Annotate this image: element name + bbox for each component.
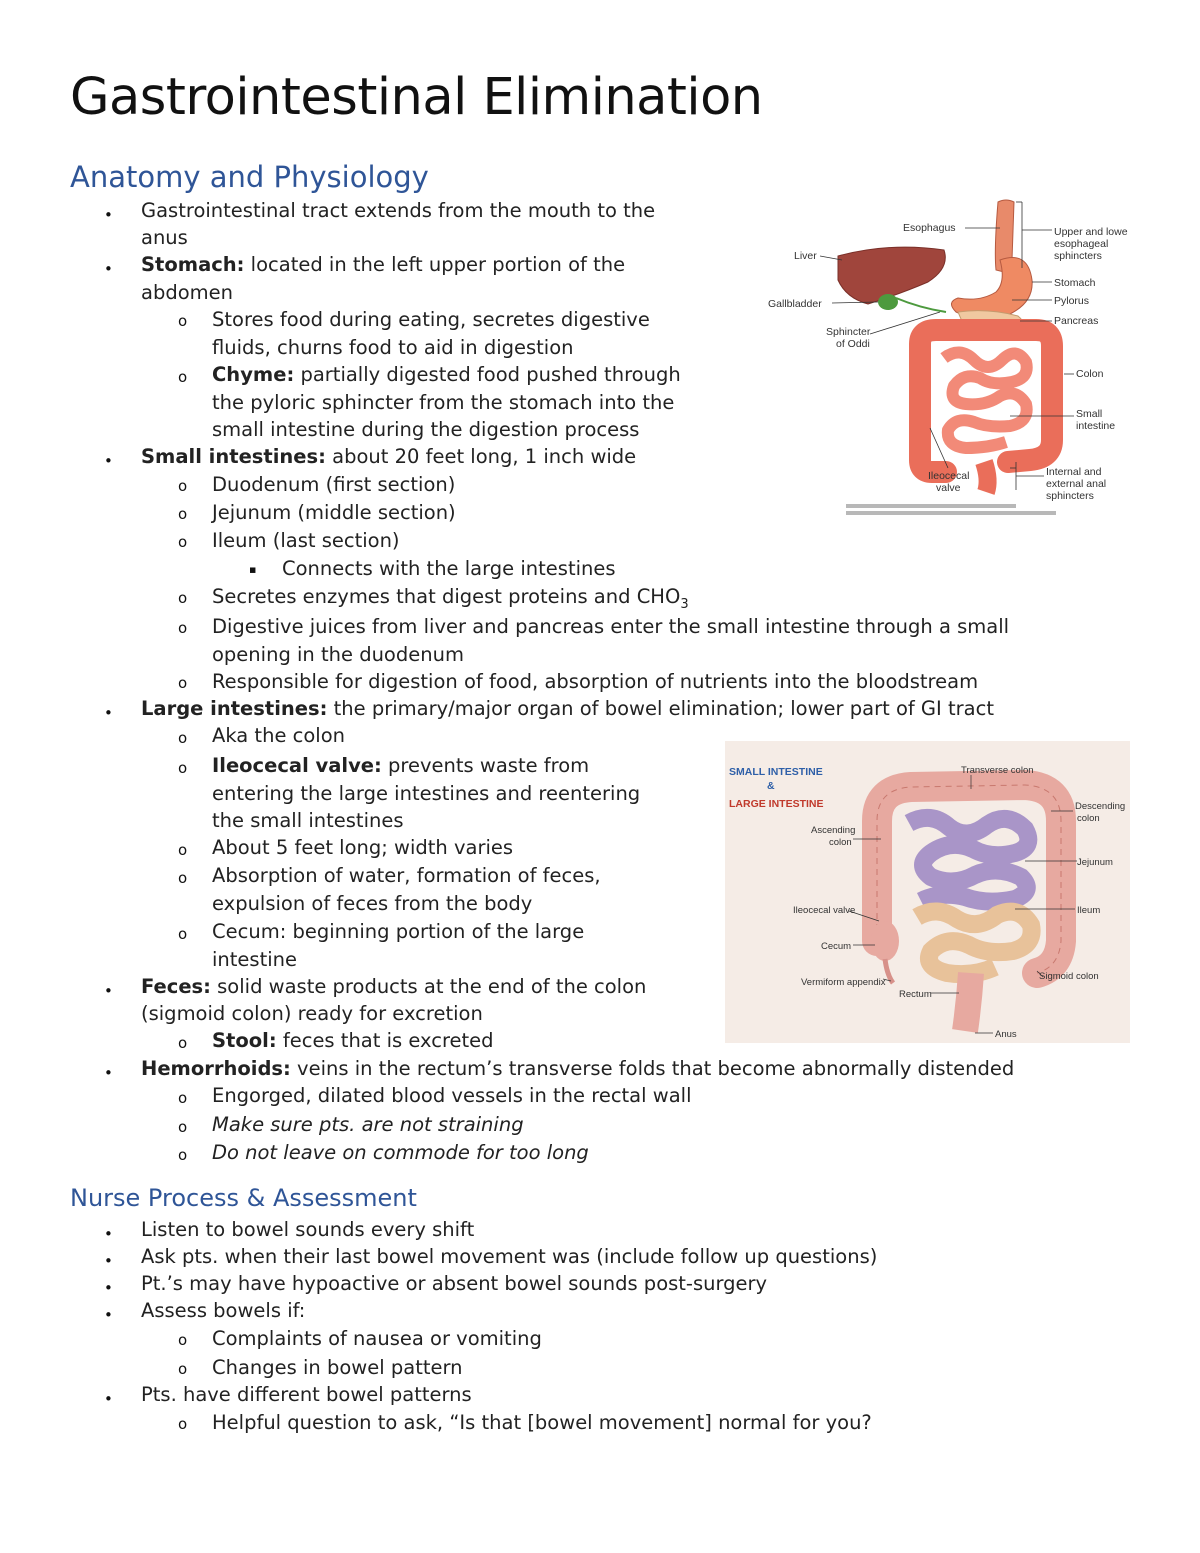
label-cecum: Cecum [821, 941, 852, 952]
term-stomach: Stomach: [141, 253, 245, 276]
label-stomach: Stomach [1054, 277, 1096, 289]
circle-marker: o [178, 1415, 188, 1433]
label-small-intestine: intestine [1076, 420, 1116, 432]
intestines-figure [725, 741, 1130, 1043]
list-item: Complaints of nausea or vomiting [212, 1327, 542, 1350]
list-item-continued: the small intestines [212, 809, 404, 832]
figure-title: LARGE INTESTINE [729, 798, 824, 810]
circle-marker: o [178, 1034, 188, 1052]
item-text: feces that is excreted [276, 1029, 494, 1052]
section-heading-nurse-process: Nurse Process & Assessment [70, 1184, 417, 1212]
list-item [141, 251, 625, 279]
label-liver: Liver [794, 250, 817, 262]
label-ileum: Ileum [1077, 905, 1101, 916]
label-esophageal-sphincters: sphincters [1054, 250, 1102, 262]
list-item-continued: abdomen [141, 281, 233, 304]
label-anal-sphincters: Internal and [1046, 466, 1102, 478]
list-item: Pt.’s may have hypoactive or absent bowel sounds post-surgery [141, 1272, 768, 1295]
bullet-marker: • [104, 1390, 113, 1408]
term-feces: Feces: [141, 975, 211, 998]
list-item [141, 973, 646, 1001]
term-hemorrhoids: Hemorrhoids: [141, 1057, 291, 1080]
term-large-intestines: Large intestines: [141, 697, 328, 720]
label-sigmoid-colon: Sigmoid colon [1039, 971, 1099, 982]
circle-marker: o [178, 1089, 188, 1107]
item-text: partially digested food pushed through [294, 363, 681, 386]
list-item [212, 361, 681, 389]
bullet-marker: • [104, 704, 113, 722]
list-item [212, 752, 589, 780]
rectum-shape [984, 462, 988, 492]
circle-marker: o [178, 674, 188, 692]
label-anal-sphincters: sphincters [1046, 490, 1094, 502]
square-marker: ▪ [249, 563, 257, 576]
list-item: Assess bowels if: [141, 1299, 306, 1322]
circle-marker: o [178, 1360, 188, 1378]
label-sphincter-oddi: of Oddi [836, 338, 870, 350]
list-item: Responsible for digestion of food, absorption of nutrients into the bloodstream [212, 670, 979, 693]
item-text: veins in the rectum’s transverse folds that become abnormally distended [290, 1057, 1015, 1080]
list-item: Connects with the large intestines [282, 557, 616, 580]
list-item-continued: entering the large intestines and reentering [212, 782, 641, 805]
item-text: Secretes enzymes that digest proteins and CHO [212, 585, 681, 608]
image-credit-line [846, 504, 1016, 508]
list-item: Ask pts. when their last bowel movement was (include follow up questions) [141, 1245, 878, 1268]
bullet-marker: • [104, 982, 113, 1000]
circle-marker: o [178, 619, 188, 637]
circle-marker: o [178, 1146, 188, 1164]
list-item-continued: the pyloric sphincter from the stomach into the [212, 391, 675, 414]
circle-marker: o [178, 1331, 188, 1349]
label-sphincter-oddi: Sphincter [826, 326, 871, 338]
list-item: About 5 feet long; width varies [212, 836, 514, 859]
label-vermiform-appendix: Vermiform appendix [801, 977, 886, 988]
circle-marker: o [178, 925, 188, 943]
circle-marker: o [178, 841, 188, 859]
label-pylorus: Pylorus [1054, 295, 1090, 307]
image-credit-line [846, 511, 1056, 515]
list-item: Cecum: beginning portion of the large [212, 920, 585, 943]
circle-marker: o [178, 589, 188, 607]
list-item [212, 1139, 589, 1167]
bullet-marker: • [104, 1225, 113, 1243]
label-esophageal-sphincters: Upper and lowe [1054, 226, 1128, 238]
item-text: solid waste products at the end of the colon [210, 975, 647, 998]
label-anal-sphincters: external anal [1046, 478, 1107, 490]
label-descending-colon: colon [1077, 813, 1100, 824]
circle-marker: o [178, 368, 188, 386]
subscript: 3 [680, 596, 689, 612]
term-small-intestines: Small intestines: [141, 445, 326, 468]
small-intestine-shape [944, 352, 1027, 448]
label-transverse-colon: Transverse colon [961, 765, 1034, 776]
label-esophagus: Esophagus [903, 222, 956, 234]
list-item: Digestive juices from liver and pancreas enter the small intestine through a small [212, 615, 1010, 638]
bullet-marker: • [104, 452, 113, 470]
italic-note: Make sure pts. are not straining [212, 1113, 524, 1136]
list-item-continued: fluids, churns food to aid in digestion [212, 336, 574, 359]
rectum-shape [965, 973, 971, 1031]
bullet-marker: • [104, 1064, 113, 1082]
label-ileocecal-valve: valve [936, 482, 961, 494]
list-item [141, 695, 994, 723]
bullet-marker: • [104, 1279, 113, 1297]
list-item: Gastrointestinal tract extends from the mouth to the [141, 199, 656, 222]
italic-note: Do not leave on commode for too long [212, 1141, 589, 1164]
figure-title: & [767, 780, 775, 792]
digestive-system-figure [760, 190, 1140, 520]
list-item-continued: opening in the duodenum [212, 643, 464, 666]
list-item: Changes in bowel pattern [212, 1356, 463, 1379]
stomach-shape [951, 258, 1032, 319]
bullet-marker: • [104, 1306, 113, 1324]
circle-marker: o [178, 533, 188, 551]
figure-title: SMALL INTESTINE [729, 766, 823, 778]
item-text: about 20 feet long, 1 inch wide [325, 445, 637, 468]
label-esophageal-sphincters: esophageal [1054, 238, 1109, 250]
list-item: Stores food during eating, secretes digestive [212, 308, 650, 331]
list-item-continued: expulsion of feces from the body [212, 892, 533, 915]
circle-marker: o [178, 869, 188, 887]
item-text: located in the left upper portion of the [244, 253, 626, 276]
list-item: Listen to bowel sounds every shift [141, 1218, 475, 1241]
page-title: Gastrointestinal Elimination [70, 68, 763, 127]
label-anus: Anus [995, 1029, 1017, 1040]
gallbladder-shape [878, 294, 898, 310]
list-item: Pts. have different bowel patterns [141, 1383, 472, 1406]
item-text: prevents waste from [381, 754, 590, 777]
label-pancreas: Pancreas [1054, 315, 1099, 327]
list-item-continued: (sigmoid colon) ready for excretion [141, 1002, 483, 1025]
bullet-marker: • [104, 260, 113, 278]
label-rectum: Rectum [899, 989, 932, 1000]
term-stool: Stool: [212, 1029, 277, 1052]
label-jejunum: Jejunum [1077, 857, 1113, 868]
list-item [212, 1111, 524, 1139]
label-ileocecal-valve: Ileocecal valve [793, 905, 856, 916]
label-small-intestine: Small [1076, 408, 1103, 420]
list-item-continued: small intestine during the digestion process [212, 418, 640, 441]
term-ileocecal-valve: Ileocecal valve: [212, 754, 382, 777]
section-heading-anatomy: Anatomy and Physiology [70, 160, 429, 194]
label-descending-colon: Descending [1075, 801, 1126, 812]
label-gallbladder: Gallbladder [768, 298, 822, 310]
label-ascending-colon: Ascending [811, 825, 856, 836]
list-item [212, 1027, 494, 1055]
list-item: Jejunum (middle section) [212, 501, 456, 524]
list-item: Ileum (last section) [212, 529, 400, 552]
circle-marker: o [178, 729, 188, 747]
circle-marker: o [178, 477, 188, 495]
term-chyme: Chyme: [212, 363, 295, 386]
label-ileocecal-valve: Ileocecal [928, 470, 970, 482]
bullet-marker: • [104, 1252, 113, 1270]
cecum-shape [871, 921, 899, 961]
list-item [141, 1055, 1014, 1083]
list-item: Absorption of water, formation of feces, [212, 864, 601, 887]
circle-marker: o [178, 312, 188, 330]
list-item-continued: anus [141, 226, 188, 249]
label-colon: Colon [1076, 368, 1104, 380]
bile-duct-shape [896, 298, 946, 312]
circle-marker: o [178, 759, 188, 777]
list-item: Aka the colon [212, 724, 345, 747]
list-item [141, 443, 636, 471]
item-text: the primary/major organ of bowel elimination; lower part of GI tract [327, 697, 994, 720]
bullet-marker: • [104, 206, 113, 224]
list-item: Engorged, dilated blood vessels in the rectal wall [212, 1084, 692, 1107]
list-item: Helpful question to ask, “Is that [bowel movement] normal for you? [212, 1411, 872, 1434]
circle-marker: o [178, 505, 188, 523]
circle-marker: o [178, 1118, 188, 1136]
label-ascending-colon: colon [829, 837, 852, 848]
list-item-continued: intestine [212, 948, 297, 971]
list-item: Duodenum (first section) [212, 473, 456, 496]
